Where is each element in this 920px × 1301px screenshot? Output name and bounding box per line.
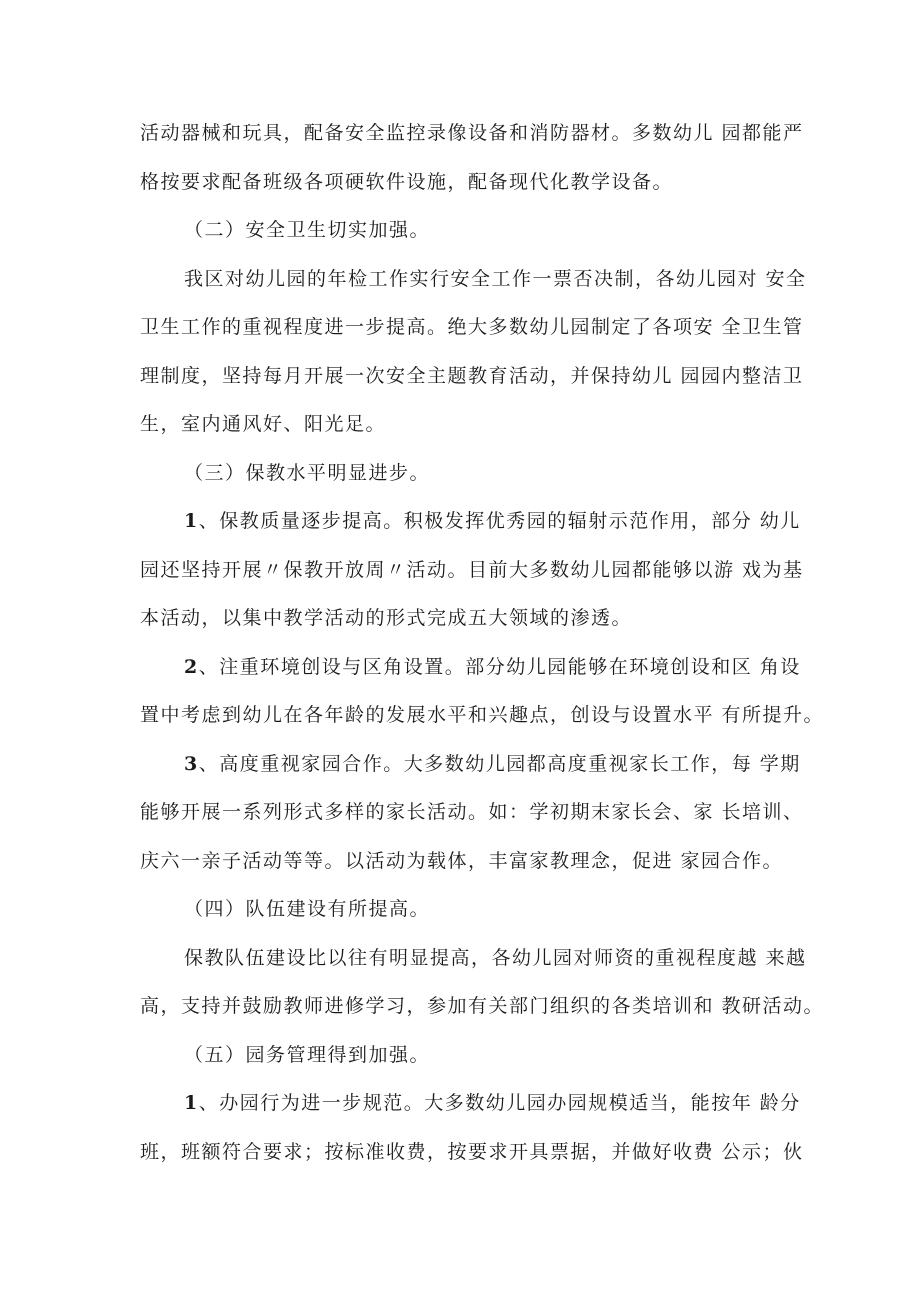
item-text: 、办园行为进一步规范。大多数幼儿园办园规模适当，能按年 龄分 xyxy=(198,1092,801,1114)
paragraph-line: 置中考虑到幼儿在各年龄的发展水平和兴趣点，创设与设置水平 有所提升。 xyxy=(140,704,825,726)
paragraph-line: 活动器械和玩具，配备安全监控录像设备和消防器材。多数幼儿 园都能严 xyxy=(140,122,804,144)
paragraph-line: 卫生工作的重视程度进一步提高。绝大多数幼儿园制定了各项安 全卫生管 xyxy=(140,316,804,338)
item-number: 2 xyxy=(184,656,199,678)
paragraph-line: 班，班额符合要求；按标准收费，按要求开具票据，并做好收费 公示；伙 xyxy=(140,1141,804,1163)
item-text: 、注重环境创设与区角设置。部分幼儿园能够在环境创设和区 角设 xyxy=(198,656,801,678)
numbered-item-line xyxy=(184,655,801,679)
numbered-item-line xyxy=(184,752,801,776)
item-number: 1 xyxy=(184,1092,199,1114)
item-number: 1 xyxy=(184,510,199,532)
paragraph-line: 理制度，坚持每月开展一次安全主题教育活动，并保持幼儿 园园内整洁卫 xyxy=(140,365,804,387)
item-text: 、保教质量逐步提高。积极发挥优秀园的辐射示范作用，部分 幼儿 xyxy=(198,510,801,532)
paragraph-line: 能够开展一系列形式多样的家长活动。如：学初期末家长会、家 长培训、 xyxy=(140,801,804,823)
section-heading-5: （五）园务管理得到加强。 xyxy=(184,1044,431,1066)
item-number: 3 xyxy=(184,753,199,775)
section-heading-4: （四）队伍建设有所提高。 xyxy=(184,898,431,920)
paragraph-line: 格按要求配备班级各项硬软件设施，配备现代化教学设备。 xyxy=(140,171,674,193)
numbered-item-line xyxy=(184,1091,801,1115)
numbered-item-line xyxy=(184,509,801,533)
paragraph-line: 生，室内通风好、阳光足。 xyxy=(140,413,387,435)
paragraph-line: 本活动，以集中教学活动的形式完成五大领域的渗透。 xyxy=(140,607,633,629)
paragraph-line: 我区对幼儿园的年检工作实行安全工作一票否决制，各幼儿园对 安全 xyxy=(184,268,807,290)
section-heading-2: （二）安全卫生切实加强。 xyxy=(184,219,431,241)
paragraph-line: 保教队伍建设比以往有明显提高，各幼儿园对师资的重视程度越 来越 xyxy=(184,947,807,969)
item-text: 、高度重视家园合作。大多数幼儿园都高度重视家长工作，每 学期 xyxy=(198,753,801,775)
paragraph-line: 园还坚持开展〃保教开放周〃活动。目前大多数幼儿园都能够以游 戏为基 xyxy=(140,559,804,581)
section-heading-3: （三）保教水平明显进步。 xyxy=(184,462,431,484)
paragraph-line: 高，支持并鼓励教师进修学习，参加有关部门组织的各类培训和 教研活动。 xyxy=(140,995,825,1017)
paragraph-line: 庆六一亲子活动等等。以活动为载体，丰富家教理念，促进 家园合作。 xyxy=(140,850,784,872)
